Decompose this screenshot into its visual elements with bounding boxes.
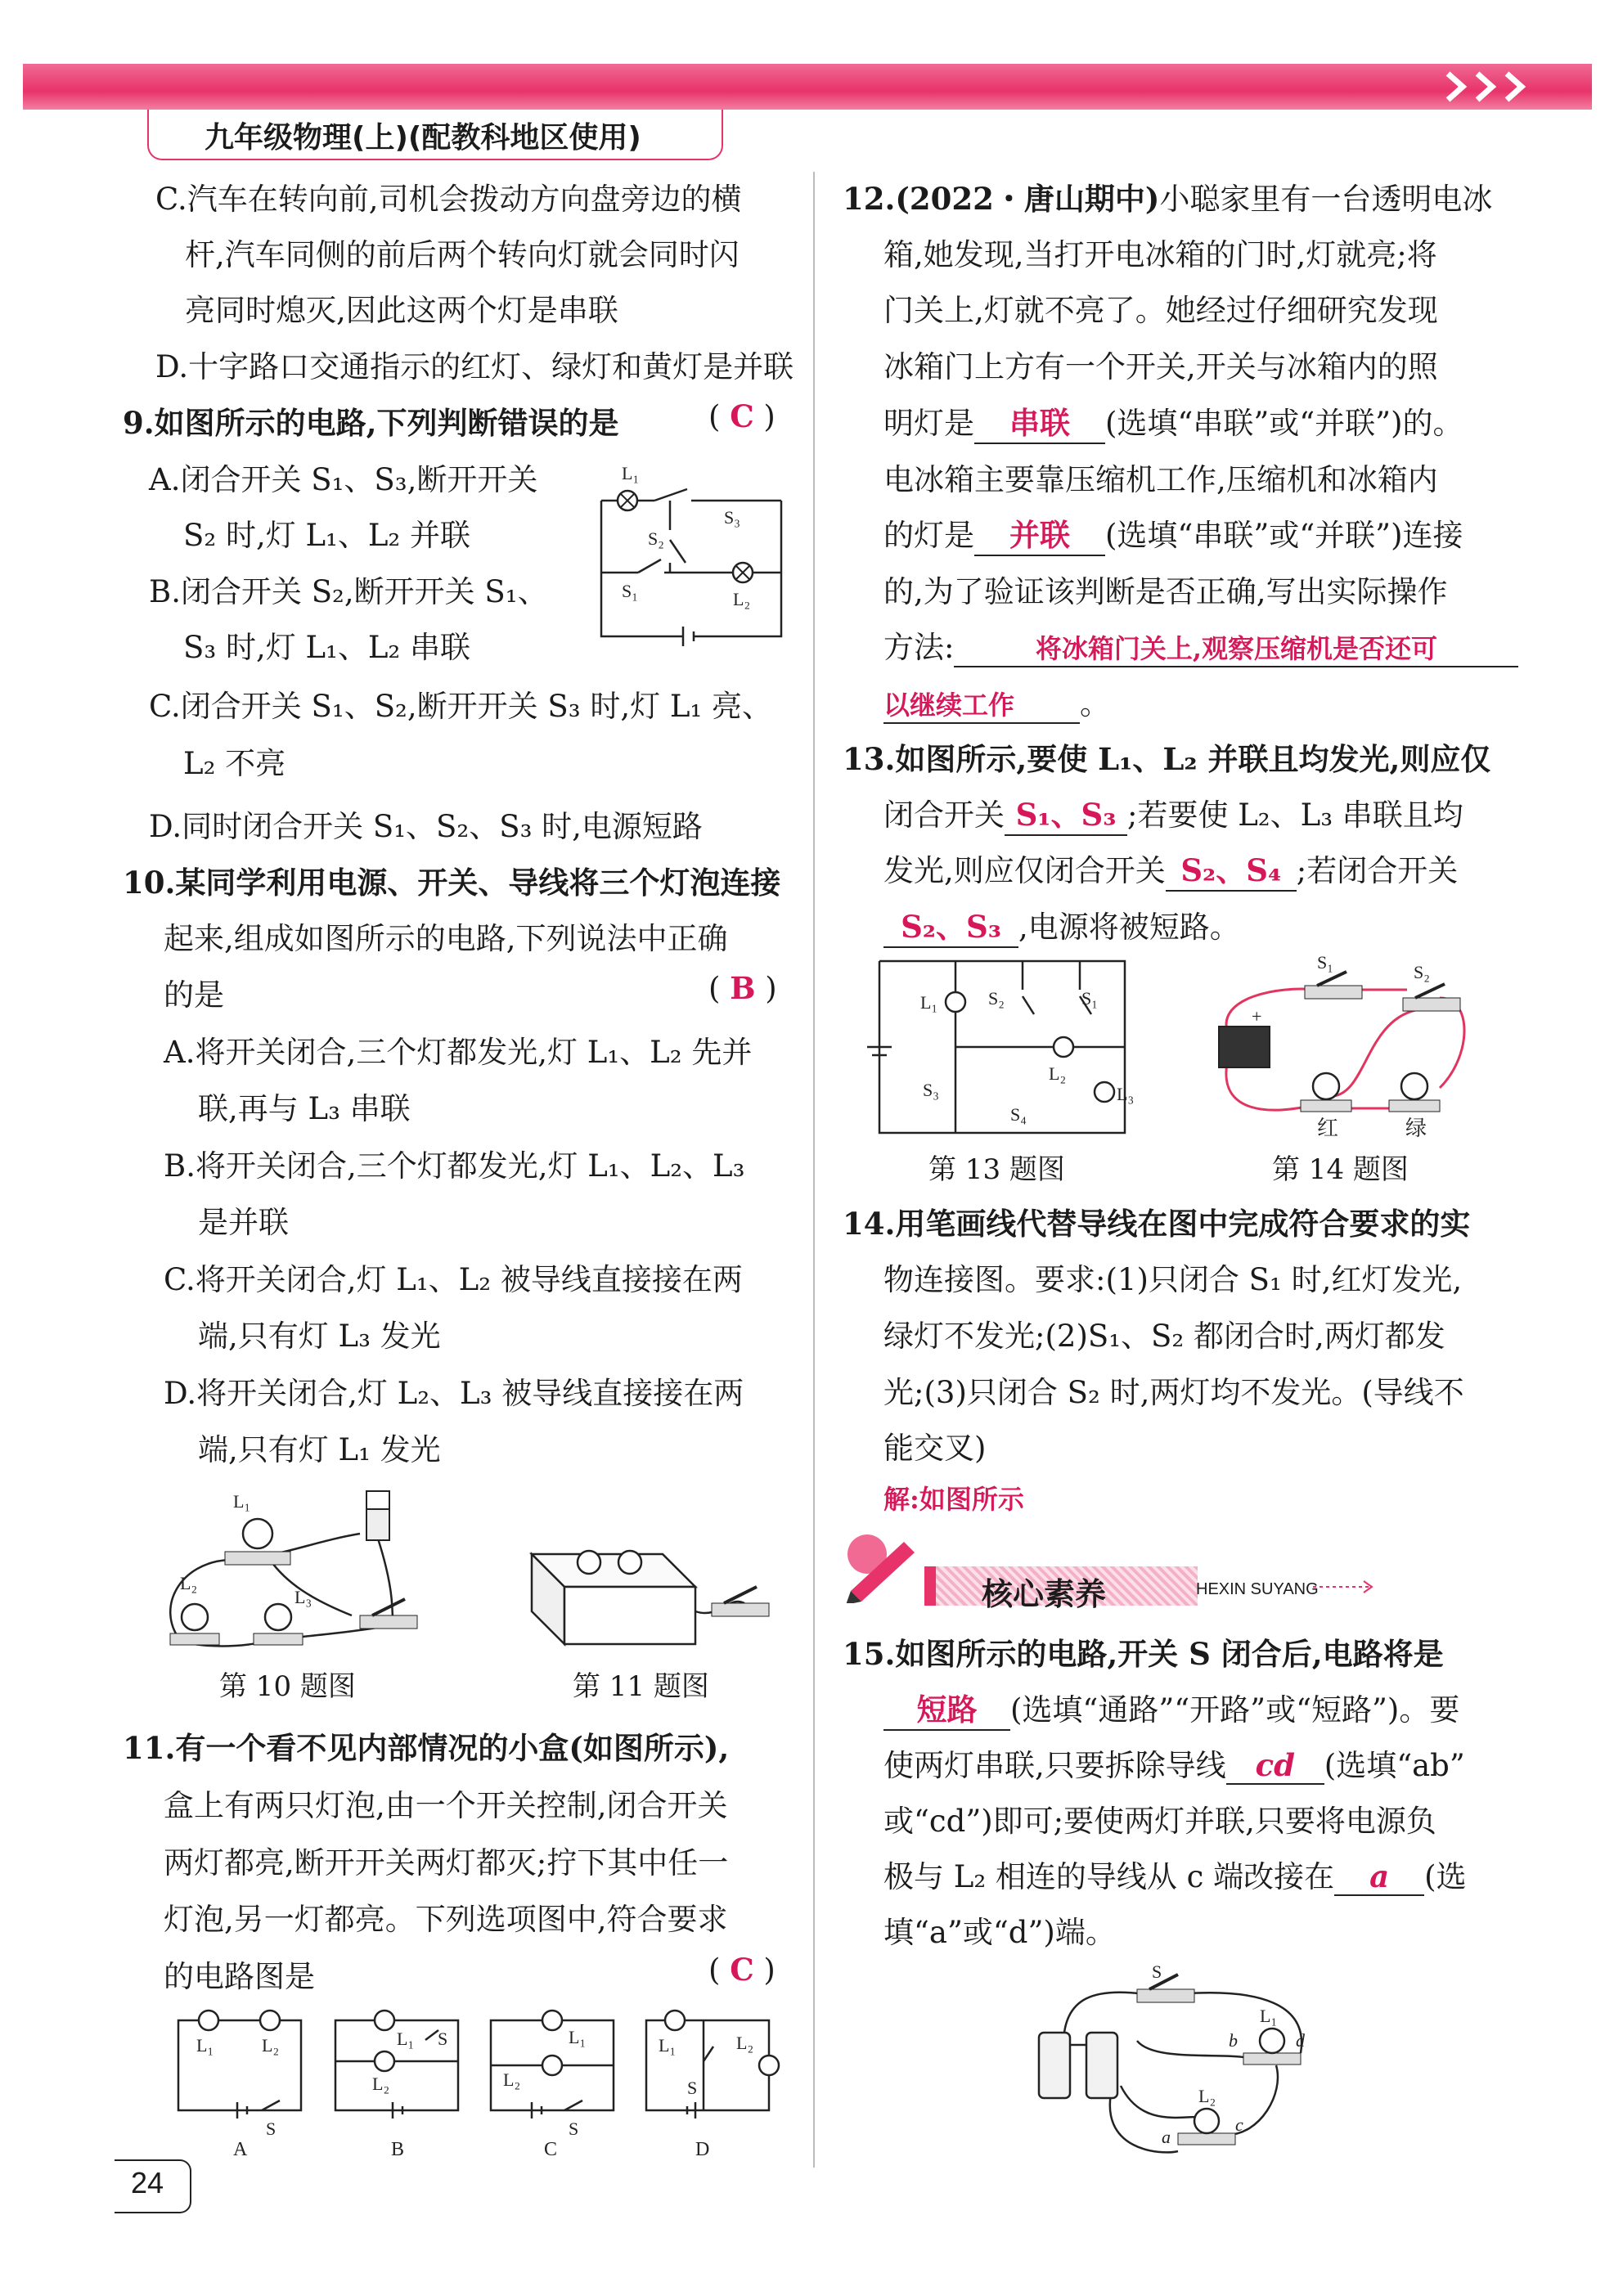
q14-line4: 光;(3)只闭合 S₂ 时,两灯均不发光。(导线不 [883,1375,1464,1410]
q12-blank3b: 以继续工作 [883,685,1080,724]
q13-label-s4: S₄ [1010,1104,1027,1125]
q14-label-red: 红 [1317,1117,1339,1140]
q14-line2: 物连接图。要求:(1)只闭合 S₁ 时,红灯发光, [883,1262,1463,1297]
q11-label-a-l1: L₁ [196,2035,214,2056]
q9-stem: 9.如图所示的电路,下列判断错误的是 [123,405,619,441]
section-pinyin: HEXIN SUYANG [1196,1580,1319,1598]
q8c-line1: C.汽车在转向前,司机会拨动方向盘旁边的横 [155,182,742,217]
q12-line8: 的,为了验证该判断是否正确,写出实际操作 [883,574,1448,609]
q15-line2: 短路 (选填“通路”“开路”或“短路”)。要 [883,1685,1459,1731]
q12-blank2: 并联 [974,510,1105,556]
q12-line4: 冰箱门上方有一个开关,开关与冰箱内的照 [883,349,1438,384]
q11-option-b: B [391,2139,405,2159]
q12-line10: 以继续工作 。 [883,679,1110,724]
q10-a1: A.将开关闭合,三个灯都发光,灯 L₁、L₂ 先并 [164,1035,753,1070]
q14-line5: 能交叉) [883,1431,987,1466]
q9-c1: C.闭合开关 S₁、S₂,断开开关 S₃ 时,灯 L₁ 亮、 [149,689,773,724]
q11-option-circuits [164,2004,785,2159]
q10-answer: ( B ) [708,970,777,1006]
q13-label-l3: L₃ [1117,1084,1135,1104]
q12-line3: 门关上,灯就不亮了。她经过仔细研究发现 [883,293,1438,328]
q9-b2: S₃ 时,灯 L₁、L₂ 串联 [183,630,471,665]
q11-answer: ( C ) [708,1952,776,1988]
q11-line5: 的电路图是 [164,1959,315,1994]
q8c-line3: 亮同时熄灭,因此这两个灯是串联 [185,293,618,328]
page-number: 24 [131,2166,164,2199]
q15-blank3: a [1334,1858,1424,1896]
q10-label-l1: L₁ [233,1491,251,1512]
q12-line7: 的灯是 并联 (选填“串联”或“并联”)连接 [883,510,1463,556]
header-band [23,64,1592,110]
q14-label-s2: S₂ [1414,962,1430,982]
q12-blank3a: 将冰箱门关上,观察压缩机是否还可 [954,628,1518,667]
q11-option-d: D [695,2139,710,2159]
q14-line3: 绿灯不发光;(2)S₁、S₂ 都闭合时,两灯都发 [883,1319,1445,1354]
q15-label-s: S [1152,1963,1162,1982]
header-title: 九年级物理(上)(配教科地区使用) [205,121,641,155]
q8d-line: D.十字路口交通指示的红灯、绿灯和黄灯是并联 [155,349,794,384]
q15-figure [1014,1963,1342,2168]
q10-c2: 端,只有灯 L₃ 发光 [198,1319,441,1354]
q15-line3: 使两灯串联,只要拆除导线 cd (选填“ab” [883,1747,1465,1783]
q13-line4: S₂、S₃ ,电源将被短路。 [883,902,1240,948]
q15-label-l1: L₁ [1260,2006,1278,2026]
q15-label-l2: L₂ [1198,2086,1216,2106]
q12-line9: 方法: 将冰箱门关上,观察压缩机是否还可 [883,622,1518,667]
q11-line1: 11.有一个看不见内部情况的小盒(如图所示), [123,1730,730,1766]
q11-label-b-s: S [438,2029,448,2049]
q12-line2: 箱,她发现,当打开电冰箱的门时,灯就亮;将 [883,237,1437,272]
q9-a2: S₂ 时,灯 L₁、L₂ 并联 [183,518,471,553]
q10-c1: C.将开关闭合,灯 L₁、L₂ 被导线直接接在两 [164,1262,743,1297]
q14-line1: 14.用笔画线代替导线在图中完成符合要求的实 [843,1206,1471,1242]
q14-answer: 解:如图所示 [883,1484,1024,1515]
q11-label-b-l1: L₁ [397,2029,415,2049]
q11-label-d-l1: L₁ [659,2035,677,2056]
q13-line1: 13.如图所示,要使 L₁、L₂ 并联且均发光,则应仅 [843,741,1491,777]
q15-line1: 15.如图所示的电路,开关 S 闭合后,电路将是 [843,1636,1444,1672]
q9-b1: B.闭合开关 S₂,断开开关 S₁、 [149,574,548,609]
q13-caption: 第 13 题图 [928,1153,1065,1186]
q11-label-b-l2: L₂ [372,2074,390,2094]
q14-figure [1203,949,1505,1145]
q9-label-s2: S₂ [648,528,664,549]
q11-line2: 盒上有两只灯泡,由一个开关控制,闭合开关 [164,1788,728,1823]
column-divider [813,172,815,2168]
q10-b2: 是并联 [198,1205,289,1240]
q11-caption: 第 11 题图 [573,1670,709,1703]
section-title: 核心素养 [982,1576,1107,1612]
q11-label-a-l2: L₂ [262,2035,280,2056]
q13-blank3: S₂、S₃ [883,902,1018,948]
q11-label-d-l2: L₂ [736,2033,754,2053]
q13-label-l1: L₁ [920,992,938,1013]
q10-line2: 起来,组成如图所示的电路,下列说法中正确 [164,921,728,956]
q9-label-s3: S₃ [724,507,740,528]
q15-label-b: b [1229,2030,1238,2051]
q15-line6: 填“a”或“d”)端。 [883,1915,1116,1950]
q10-b1: B.将开关闭合,三个灯都发光,灯 L₁、L₂、L₃ [164,1148,745,1184]
q10-a2: 联,再与 L₃ 串联 [198,1091,411,1126]
q9-c2: L₂ 不亮 [183,746,286,781]
q14-caption: 第 14 题图 [1272,1153,1409,1186]
q13-line3: 发光,则应仅闭合开关 S₂、S₄ ;若闭合开关 [883,846,1458,892]
q13-label-s1: S₁ [1081,988,1098,1009]
q13-label-s2: S₂ [988,988,1005,1009]
header-chevrons-icon [1440,69,1554,105]
q9-label-l2: L₂ [733,589,751,609]
q9-d: D.同时闭合开关 S₁、S₂、S₃ 时,电源短路 [149,809,703,844]
q11-option-c: C [544,2139,558,2159]
q8c-line2: 杆,汽车同侧的前后两个转向灯就会同时闪 [185,237,740,272]
q12-line5: 明灯是 串联 (选填“串联”或“并联”)的。 [883,398,1463,444]
q13-line2: 闭合开关 S₁、S₃ ;若要使 L₂、L₃ 串联且均 [883,790,1463,836]
q15-label-c: c [1235,2114,1243,2135]
q13-blank1: S₁、S₃ [1005,790,1127,836]
q11-option-a: A [233,2139,248,2159]
q10-label-l3: L₃ [294,1587,312,1607]
q9-label-l1: L₁ [622,463,640,483]
q10-label-l2: L₂ [180,1573,198,1593]
q14-label-green: 绿 [1405,1117,1427,1140]
q11-label-c-s: S [569,2119,579,2139]
q15-line5: 极与 L₂ 相连的导线从 c 端改接在 a (选 [883,1858,1467,1894]
q15-label-a: a [1162,2127,1171,2147]
pencil-icon [834,1530,924,1603]
q10-caption: 第 10 题图 [219,1670,356,1703]
q9-a1: A.闭合开关 S₁、S₃,断开开关 [149,462,538,497]
q14-label-plus: + [1252,1006,1262,1027]
q11-label-d-s: S [687,2078,698,2098]
q11-label-a-s: S [266,2119,276,2139]
q10-line3: 的是 [164,977,224,1013]
q9-answer: ( C ) [708,398,776,434]
q13-label-s3: S₃ [923,1080,939,1100]
q11-label-c-l1: L₁ [569,2027,587,2047]
q9-label-s1: S₁ [622,581,638,601]
q10-d2: 端,只有灯 L₁ 发光 [198,1432,441,1467]
q10-line1: 10.某同学利用电源、开关、导线将三个灯泡连接 [123,865,781,901]
q11-line4: 灯泡,另一灯都亮。下列选项图中,符合要求 [164,1902,728,1937]
q15-blank2: cd [1226,1747,1324,1785]
q13-label-l2: L₂ [1049,1063,1067,1084]
q12-blank1: 串联 [974,398,1105,444]
q10-d1: D.将开关闭合,灯 L₂、L₃ 被导线直接接在两 [164,1376,744,1411]
q13-blank2: S₂、S₄ [1166,846,1297,892]
q11-box-figure [515,1521,777,1660]
q15-blank1: 短路 [883,1685,1010,1731]
q11-label-c-l2: L₂ [503,2069,521,2090]
section-arrow-icon [1313,1579,1378,1595]
q13-circuit-diagram [859,949,1137,1145]
q14-label-s1: S₁ [1317,952,1333,973]
q11-line3: 两灯都亮,断开开关两灯都灭;拧下其中任一 [164,1845,729,1880]
q15-label-d: d [1296,2030,1305,2051]
q12-line1: 12.(2022・唐山期中)小聪家里有一台透明电冰 [843,181,1493,217]
q12-line6: 电冰箱主要靠压缩机工作,压缩机和冰箱内 [883,462,1438,497]
q15-line4: 或“cd”)即可;要使两灯并联,只要将电源负 [883,1804,1436,1839]
q10-figure [147,1485,442,1660]
q9-circuit-diagram [589,458,794,646]
